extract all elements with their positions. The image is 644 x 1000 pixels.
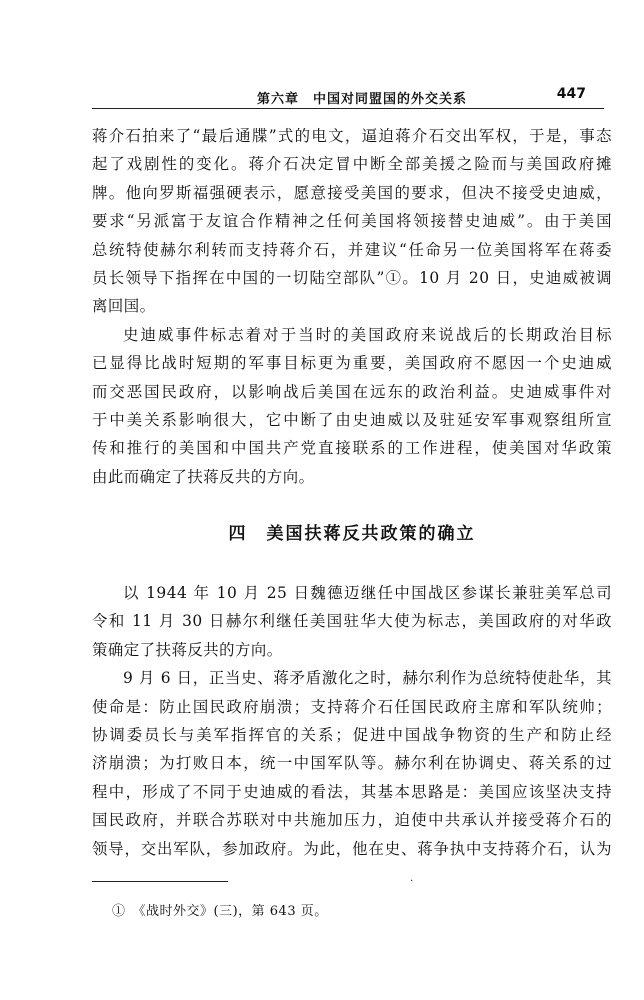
footnote: ① 《战时外交》(三)，第 643 页。 <box>112 904 328 919</box>
section-heading: 四 美国扶蒋反共政策的确立 <box>228 524 476 545</box>
text-line: 起了戏剧性的变化。蒋介石决定冒中断全部美援之险而与美国政府摊 <box>92 155 612 174</box>
text-line: 员长领导下指挥在中国的一切陆空部队”①。10 月 20 日，史迪威被调 <box>92 268 612 287</box>
text-line: 使命是：防止国民政府崩溃；支持蒋介石任国民政府主席和军队统帅； <box>92 697 612 716</box>
text-line: 已显得比战时短期的军事目标更为重要，美国政府不愿因一个史迪威 <box>92 354 612 373</box>
text-line: 策确定了扶蒋反共的方向。 <box>92 640 283 659</box>
scan-speck: · <box>410 876 414 887</box>
text-line: 协调委员长与美军指挥官的关系；促进中国战争物资的生产和防止经 <box>92 726 612 745</box>
text-line: 由此而确定了扶蒋反共的方向。 <box>92 467 315 486</box>
text-line: 领导，交出军队，参加政府。为此，他在史、蒋争执中支持蒋介石，认为 <box>92 839 612 858</box>
text-line: 总统特使赫尔利转而支持蒋介石，并建议“任命另一位美国将军在蒋委 <box>92 240 612 259</box>
text-line: 传和推行的美国和中国共产党直接联系的工作进程，使美国对华政策 <box>92 439 612 458</box>
text-line: 9 月 6 日，正当史、蒋矛盾激化之时，赫尔利作为总统特使赴华，其 <box>123 669 612 688</box>
body-text <box>92 122 612 863</box>
running-header <box>92 86 604 109</box>
text-line: 以 1944 年 10 月 25 日魏德迈继任中国战区参谋长兼驻美军总司 <box>123 584 612 603</box>
paragraph-2 <box>92 321 612 491</box>
text-line: 史迪威事件标志着对于当时的美国政府来说战后的长期政治目标 <box>123 325 612 344</box>
paragraph-1 <box>92 122 612 321</box>
text-line: 于中美关系影响很大，它中断了由史迪威以及驻延安军事观察组所宣 <box>92 410 612 429</box>
text-line: 蒋介石拍来了“最后通牒”式的电文，逼迫蒋介石交出军权，于是，事态 <box>92 127 612 145</box>
paragraph-4 <box>92 664 612 863</box>
text-line: 牌。他向罗斯福强硬表示，愿意接受美国的要求，但决不接受史迪威， <box>92 183 612 202</box>
text-line: 而交恶国民政府，以影响战后美国在远东的政治利益。史迪威事件对 <box>92 382 612 401</box>
chapter-title: 第六章 中国对同盟国的外交关系 <box>257 92 468 107</box>
text-line: 济崩溃；为打败日本，统一中国军队等。赫尔利在协调史、蒋关系的过 <box>92 754 612 773</box>
paragraph-3 <box>92 579 612 664</box>
footnote-divider <box>92 881 228 882</box>
text-line: 离回国。 <box>92 297 156 316</box>
text-line: 程中，形成了不同于史迪威的看法，其基本思路是：美国应该坚决支持 <box>92 782 612 801</box>
page-number: 447 <box>556 86 586 102</box>
text-line: 国民政府，并联合苏联对中共施加压力，迫使中共承认并接受蒋介石的 <box>92 811 612 830</box>
text-line: 要求“另派富于友谊合作精神之任何美国将领接替史迪威”。由于美国 <box>92 212 612 231</box>
text-line: 令和 11 月 30 日赫尔利继任美国驻华大使为标志，美国政府的对华政 <box>92 612 612 631</box>
